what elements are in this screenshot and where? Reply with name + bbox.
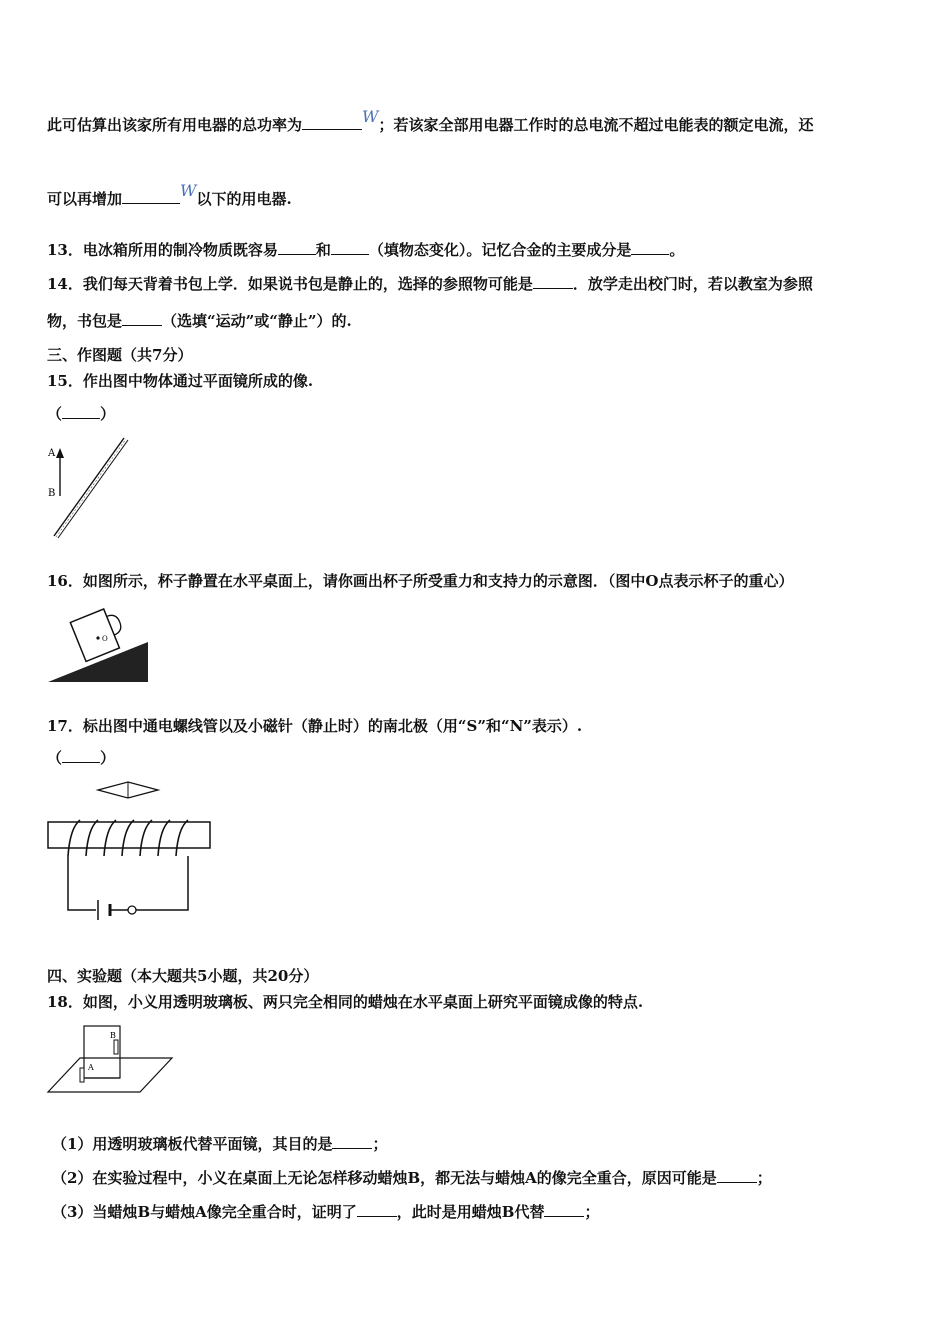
mirror-back [58, 440, 128, 538]
q17-figure [44, 776, 214, 926]
q17-paren-close: ） [100, 749, 116, 767]
q14-text-d: （选填“运动”或“静止”）的. [162, 312, 352, 330]
q14-text-a: 14．我们每天背着书包上学．如果说书包是静止的，选择的参照物可能是 [47, 275, 533, 293]
q18-sub1 [52, 1134, 387, 1154]
q17-text: 17．标出图中通电螺线管以及小磁针（静止时）的南北极（用“S”和“N”表示）. [47, 717, 583, 735]
q18-sub3-text-b: ，此时是用蜡烛B代替 [396, 1203, 545, 1221]
center-of-gravity-dot [96, 636, 99, 639]
q18-text: 18．如图，小义用透明玻璃板、两只完全相同的蜡烛在水平桌面上研究平面镜成像的特点. [47, 993, 644, 1011]
cup-body [70, 609, 119, 661]
q12-blank-1[interactable] [302, 115, 362, 130]
q15-figure [44, 432, 134, 542]
q12-text-c: 可以再增加 [47, 190, 123, 208]
q18-sub2-text: （2）在实验过程中，小义在桌面上无论怎样移动蜡烛B，都无法与蜡烛A的像完全重合，原因可能是 [52, 1169, 717, 1187]
wire-left [68, 856, 96, 910]
q14-blank-2[interactable] [122, 311, 162, 326]
q12-text-b: ；若该家全部用电器工作时的总电流不超过电能表的额定电流，还 [378, 116, 814, 134]
q14-text-b: ．放学走出校门时，若以教室为参照 [572, 275, 813, 293]
q16-text: 16．如图所示，杯子静置在水平桌面上，请你画出杯子所受重力和支持力的示意图．（图中O点表示杯子的重心） [47, 572, 794, 590]
q12-line1 [47, 107, 814, 135]
q13-text-d: 。 [669, 241, 685, 259]
q12-text-a: 此可估算出该家所有用电器的总功率为 [47, 116, 303, 134]
q13-text-b: 和 [315, 241, 331, 259]
q18-sub2-end: ； [756, 1169, 772, 1187]
switch-terminal [128, 906, 136, 914]
label-a: A [48, 448, 56, 459]
mirror-hatch [56, 439, 126, 537]
q15-blank[interactable] [62, 404, 100, 419]
q17-paren-open: （ [47, 749, 63, 767]
unit-w: W [362, 107, 379, 126]
q13-blank-1[interactable] [278, 240, 316, 255]
section4-heading: 四、实验题（本大题共5小题，共20分） [47, 967, 319, 985]
q15-text: 15．作出图中物体通过平面镜所成的像. [47, 372, 314, 390]
candle-a [80, 1068, 84, 1082]
q18-figure [44, 1020, 176, 1096]
label-b: B [48, 488, 56, 499]
unit-w-2: W [180, 181, 197, 200]
q15-paren-close: ） [100, 405, 116, 423]
q16-figure [44, 600, 154, 688]
object-arrow-head [56, 448, 64, 458]
label-a: A [88, 1063, 94, 1072]
q13-blank-3[interactable] [631, 240, 669, 255]
q17-answer [47, 748, 115, 768]
q15-paren-open: （ [47, 405, 63, 423]
q14-line1 [47, 274, 813, 294]
q18-blank-3[interactable] [357, 1202, 397, 1217]
q18-blank-4[interactable] [544, 1202, 584, 1217]
table-plane [48, 1058, 172, 1092]
q13 [47, 240, 684, 260]
q18-sub3-end: ； [584, 1203, 600, 1221]
q14-line2 [47, 311, 352, 331]
q13-blank-2[interactable] [331, 240, 369, 255]
wire-right [136, 856, 188, 910]
q15-answer [47, 404, 115, 424]
q18-sub3 [52, 1202, 599, 1222]
mirror-line [54, 438, 124, 536]
q12-blank-2[interactable] [122, 189, 180, 204]
q18-sub1-end: ； [372, 1135, 388, 1153]
label-o: O [102, 635, 108, 643]
q14-text-c: 物，书包是 [47, 312, 123, 330]
section3-heading: 三、作图题（共7分） [47, 346, 193, 364]
q17-blank[interactable] [62, 748, 100, 763]
candle-b [114, 1040, 118, 1054]
q12-text-d: 以下的用电器. [196, 190, 292, 208]
q13-text-a: 13．电冰箱所用的制冷物质既容易 [47, 241, 278, 259]
q18-sub1-text: （1）用透明玻璃板代替平面镜，其目的是 [52, 1135, 333, 1153]
cup [70, 605, 128, 661]
label-b: B [110, 1031, 116, 1040]
q12-line2 [47, 181, 292, 209]
q14-blank-1[interactable] [533, 274, 573, 289]
q18-blank-2[interactable] [717, 1168, 757, 1183]
q13-text-c: （填物态变化）。记忆合金的主要成分是 [368, 241, 632, 259]
q18-blank-1[interactable] [332, 1134, 372, 1149]
q18-sub2 [52, 1168, 772, 1188]
q18-sub3-text-a: （3）当蜡烛B与蜡烛A像完全重合时，证明了 [52, 1203, 357, 1221]
